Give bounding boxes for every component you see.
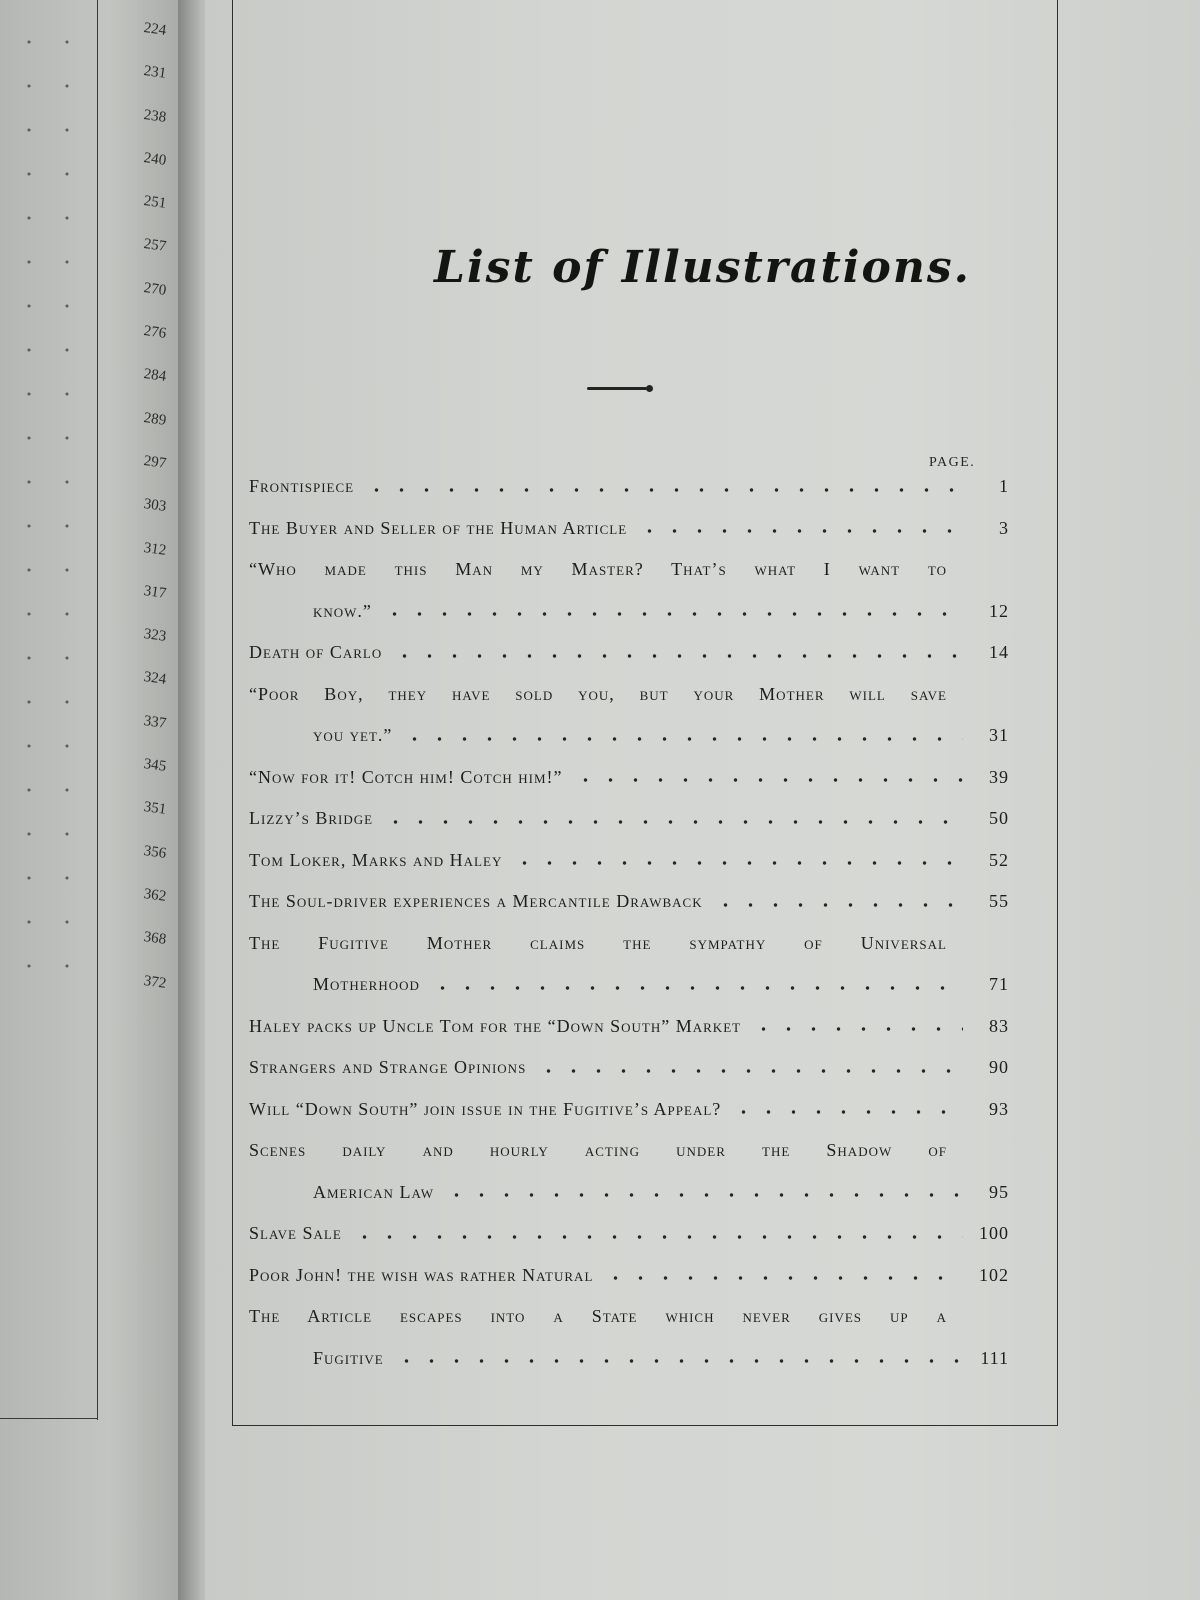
left-page-number: 238	[142, 106, 168, 126]
entry-page: 71	[989, 974, 1009, 994]
entry-label-line1: “Who made this Man my Master? That’s what I want to	[249, 559, 947, 579]
entry-page: 102	[979, 1264, 1009, 1285]
entry-label-line2: American Law	[313, 1181, 435, 1202]
left-page-number: 351	[142, 799, 168, 819]
entry-label: Frontispiece	[249, 476, 355, 496]
dot-leader	[637, 528, 963, 534]
entry-page: 50	[989, 808, 1009, 828]
title-ornament-rule	[587, 387, 647, 390]
left-page-number: 362	[142, 885, 168, 905]
dot-leader	[382, 611, 963, 617]
list-item	[249, 466, 1009, 508]
left-page-number: 356	[142, 842, 168, 862]
dot-leader	[383, 819, 963, 825]
left-page-number: 324	[142, 669, 168, 689]
dot-leader	[731, 1109, 963, 1115]
left-page-border-vertical	[97, 0, 98, 1420]
dot-leader	[352, 1234, 963, 1240]
left-page-border-bottom	[0, 1418, 98, 1419]
entry-label-line2: Fugitive	[313, 1347, 384, 1368]
entry-label: Haley packs up Uncle Tom for the “Down South” Market	[249, 1015, 742, 1036]
entry-page: 100	[979, 1223, 1009, 1243]
dot-leader	[402, 736, 963, 742]
entry-page: 12	[989, 600, 1009, 621]
left-page	[0, 0, 182, 1600]
entry-page: 55	[989, 891, 1009, 911]
dot-leader	[603, 1275, 963, 1281]
list-item	[249, 840, 1009, 882]
dot-leader	[512, 860, 963, 866]
left-page-number: 284	[142, 366, 168, 386]
left-page-dot-leaders	[0, 0, 90, 980]
dot-leader	[394, 1358, 963, 1364]
entry-label: Tom Loker, Marks and Haley	[249, 849, 503, 870]
dot-leader	[392, 653, 963, 659]
left-page-number: 312	[142, 539, 168, 559]
entry-label-line1: The Fugitive Mother claims the sympathy of Universal	[249, 932, 947, 953]
left-page-number: 323	[142, 626, 168, 646]
left-page-number: 297	[142, 452, 168, 472]
left-page-number: 240	[142, 149, 168, 169]
dot-leader	[444, 1192, 963, 1198]
left-page-number-column	[96, 10, 166, 1006]
list-item	[249, 1130, 1009, 1213]
entry-label: Death of Carlo	[249, 642, 383, 662]
left-page-number: 257	[142, 236, 168, 256]
left-page-number: 337	[142, 712, 168, 732]
entry-label: Lizzy’s Bridge	[249, 808, 374, 828]
entry-label-line2: know.”	[313, 600, 372, 621]
entry-label: Will “Down South” join issue in the Fugitive’s Appeal?	[249, 1098, 722, 1119]
page-column-header: PAGE.	[929, 455, 976, 470]
left-page-number: 270	[142, 279, 168, 299]
dot-leader	[430, 985, 963, 991]
entry-page: 52	[989, 849, 1009, 870]
left-page-number: 251	[142, 193, 168, 213]
left-page-number: 372	[142, 972, 168, 992]
left-page-number: 289	[142, 409, 168, 429]
entry-label: The Soul-driver experiences a Mercantile Drawback	[249, 891, 703, 911]
entry-label: “Now for it! Cotch him! Cotch him!”	[249, 766, 563, 787]
dot-leader	[364, 487, 963, 493]
right-page	[205, 0, 1200, 1600]
entry-label-line1: “Poor Boy, they have sold you, but your Mother will save	[249, 683, 947, 704]
left-page-number: 345	[142, 755, 168, 775]
entry-label-line1: The Article escapes into a State which never gives up a	[249, 1306, 947, 1326]
dot-leader	[573, 777, 963, 783]
list-item	[249, 1006, 1009, 1048]
entry-label: The Buyer and Seller of the Human Article	[249, 517, 628, 538]
left-page-number: 317	[142, 582, 168, 602]
entry-page: 90	[989, 1057, 1009, 1077]
entry-page: 95	[989, 1181, 1009, 1202]
left-page-number: 368	[142, 929, 168, 949]
entry-label-line2: Motherhood	[313, 974, 420, 994]
entry-label: Strangers and Strange Opinions	[249, 1057, 527, 1077]
left-page-number: 303	[142, 496, 168, 516]
left-page-number: 276	[142, 323, 168, 343]
list-item	[249, 674, 1009, 757]
dot-leader	[751, 1026, 963, 1032]
left-page-number: 224	[142, 19, 168, 39]
illustration-list	[249, 466, 1009, 1379]
entry-label: Slave Sale	[249, 1223, 342, 1243]
list-item	[249, 1255, 1009, 1297]
list-item	[249, 1213, 1009, 1255]
entry-page: 3	[999, 517, 1009, 538]
entry-label: Poor John! the wish was rather Natural	[249, 1264, 594, 1285]
list-item	[249, 508, 1009, 550]
list-item	[249, 1089, 1009, 1131]
list-item	[249, 757, 1009, 799]
entry-page: 93	[989, 1098, 1009, 1119]
entry-page: 1	[999, 476, 1009, 496]
left-page-number: 231	[142, 63, 168, 83]
list-item	[249, 549, 1009, 632]
entry-page: 111	[980, 1347, 1009, 1368]
dot-leader	[713, 902, 963, 908]
dot-leader	[536, 1068, 963, 1074]
entry-label-line2: you yet.”	[313, 725, 393, 745]
entry-label-line1: Scenes daily and hourly acting under the Shadow of	[249, 1140, 947, 1160]
entry-page: 83	[989, 1015, 1009, 1036]
list-item	[249, 798, 1009, 840]
entry-page: 14	[989, 642, 1009, 662]
list-item	[249, 1047, 1009, 1089]
list-item	[249, 881, 1009, 923]
entry-page: 31	[989, 725, 1009, 745]
page-title: List of Illustrations.	[434, 242, 971, 293]
list-item	[249, 1296, 1009, 1379]
list-item	[249, 923, 1009, 1006]
entry-page: 39	[989, 766, 1009, 787]
list-item	[249, 632, 1009, 674]
